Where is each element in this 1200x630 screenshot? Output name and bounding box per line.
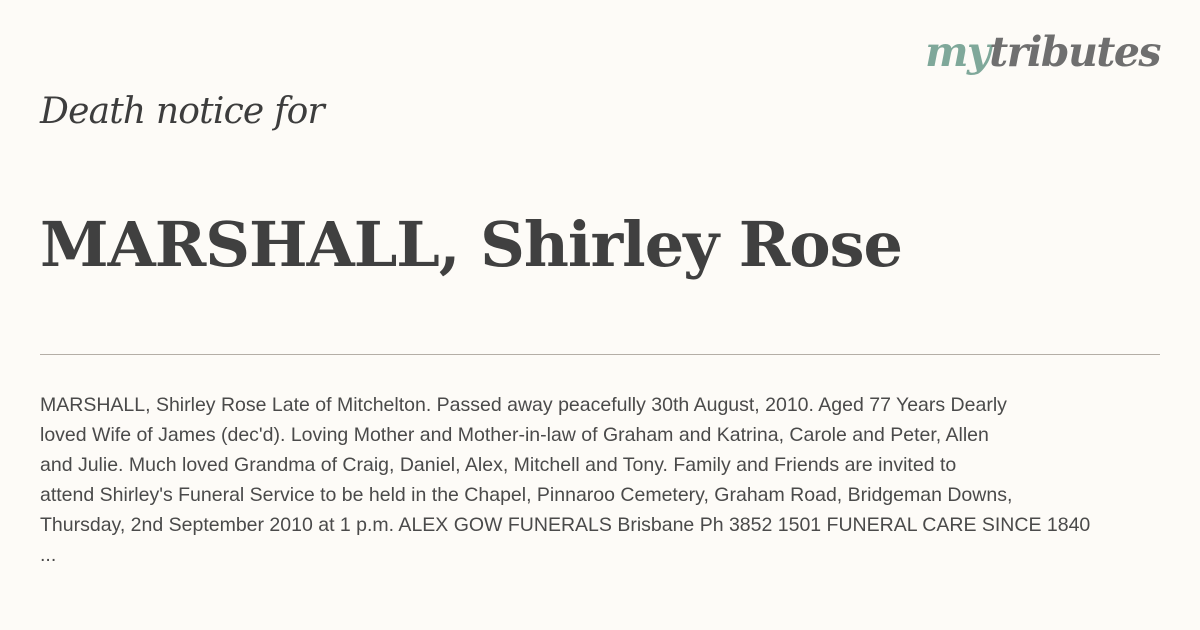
notice-text: MARSHALL, Shirley Rose Late of Mitchelton. Passed away peacefully 30th August, 2010. Aged 77 Years Dearly loved Wife of James (dec'd). Loving Mother and Mother-in-law of Graham and Katrina, Carole and Peter, Allen and Julie. Much loved Grandma of Craig, Daniel, Alex, Mitchell and Tony. Family and Friends are invited to attend Shirley's Funeral Service to be held in the Chapel, Pinnaroo Cemetery, Graham Road, Bridgeman Downs, Thursday, 2nd September 2010 at 1 p.m. ALEX GOW FUNERALS Brisbane Ph 3852 1501 FUNERAL CARE SINCE 1840 ...	[40, 394, 1091, 566]
divider	[40, 354, 1160, 355]
logo-tributes: tributes	[989, 28, 1160, 76]
logo-my: my	[925, 28, 990, 76]
mytributes-logo	[925, 28, 1160, 76]
death-notice-subtitle: Death notice for	[40, 91, 324, 132]
deceased-name: MARSHALL, Shirley Rose	[40, 208, 902, 281]
